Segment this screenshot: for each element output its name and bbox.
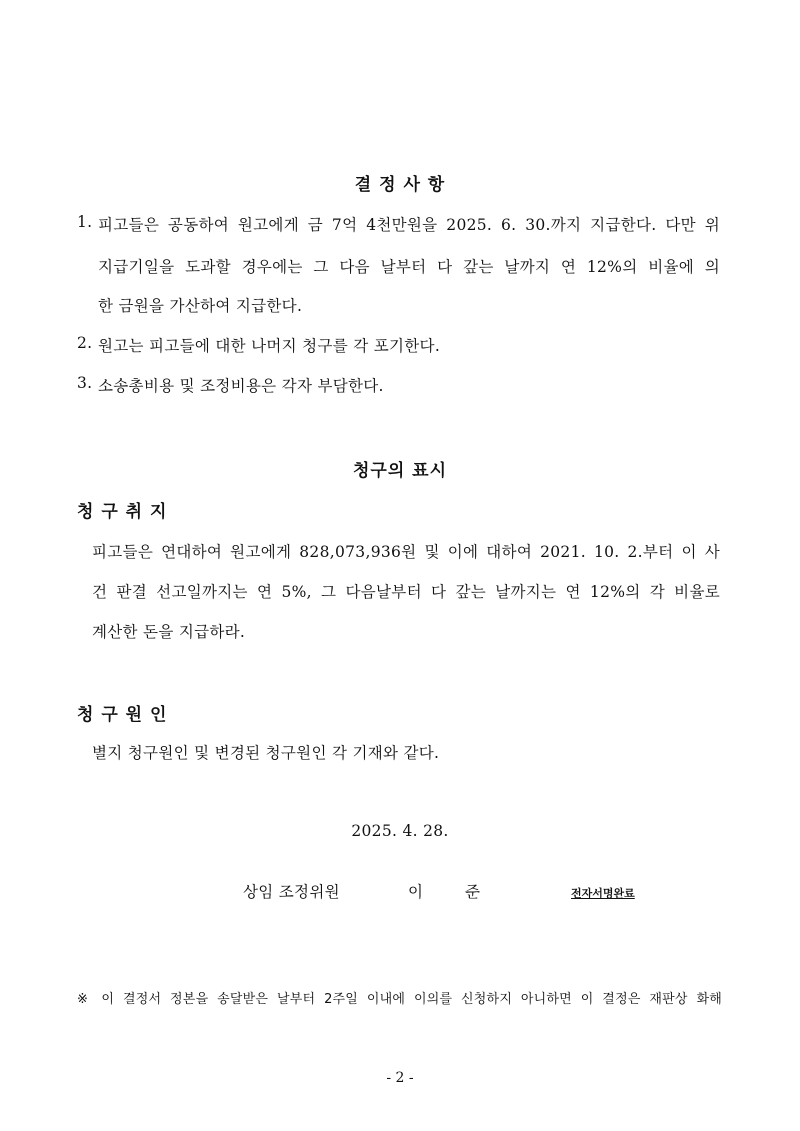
claim-purpose-line-3: 계산한 돈을 지급하라. [92,623,246,641]
signer-role: 상임 조정위원 [243,883,340,901]
claim-purpose-line-1: 피고들은 연대하여 원고에게 828,073,936원 및 이에 대하여 2021. 10. 2.부터 이 사 [92,543,720,561]
claim-cause-text: 별지 청구원인 및 변경된 청구원인 각 기재와 같다. [92,744,440,762]
decision-date: 2025. 4. 28. [351,822,449,840]
signer-name-first: 이 [408,883,424,901]
decision-item-1-number: 1. [77,213,93,231]
decision-item-2-line-1: 원고는 피고들에 대한 나머지 청구를 각 포기한다. [98,337,441,355]
decision-item-2-number: 2. [77,334,93,352]
claim-cause-heading: 청 구 원 인 [77,705,168,725]
decision-item-1-line-3: 한 금원을 가산하여 지급한다. [98,297,303,315]
decision-item-3-number: 3. [77,374,93,392]
page-number: - 2 - [386,1070,414,1086]
electronic-seal: 전자서명완료 [571,887,635,900]
claim-display-title: 청구의 표시 [352,461,448,481]
decision-title: 결 정 사 항 [354,175,446,195]
decision-item-1-line-1: 피고들은 공동하여 원고에게 금 7억 4천만원을 2025. 6. 30.까지 지급한다. 다만 위 [98,216,720,234]
decision-item-3-line-1: 소송총비용 및 조정비용은 각자 부담한다. [98,377,384,395]
claim-purpose-line-2: 건 판결 선고일까지는 연 5%, 그 다음날부터 다 갚는 날까지는 연 12%의 각 비율로 [92,583,720,601]
signer-name-last: 준 [465,883,481,901]
decision-item-1-line-2: 지급기일을 도과할 경우에는 그 다음 날부터 다 갚는 날까지 연 12%의 비율에 의 [98,258,720,276]
notice-text: ※ 이 결정서 정본을 송달받은 날부터 2주일 이내에 이의를 신청하지 아니하면 이 결정은 재판상 화해 [77,992,722,1007]
claim-purpose-heading: 청 구 취 지 [77,502,168,522]
